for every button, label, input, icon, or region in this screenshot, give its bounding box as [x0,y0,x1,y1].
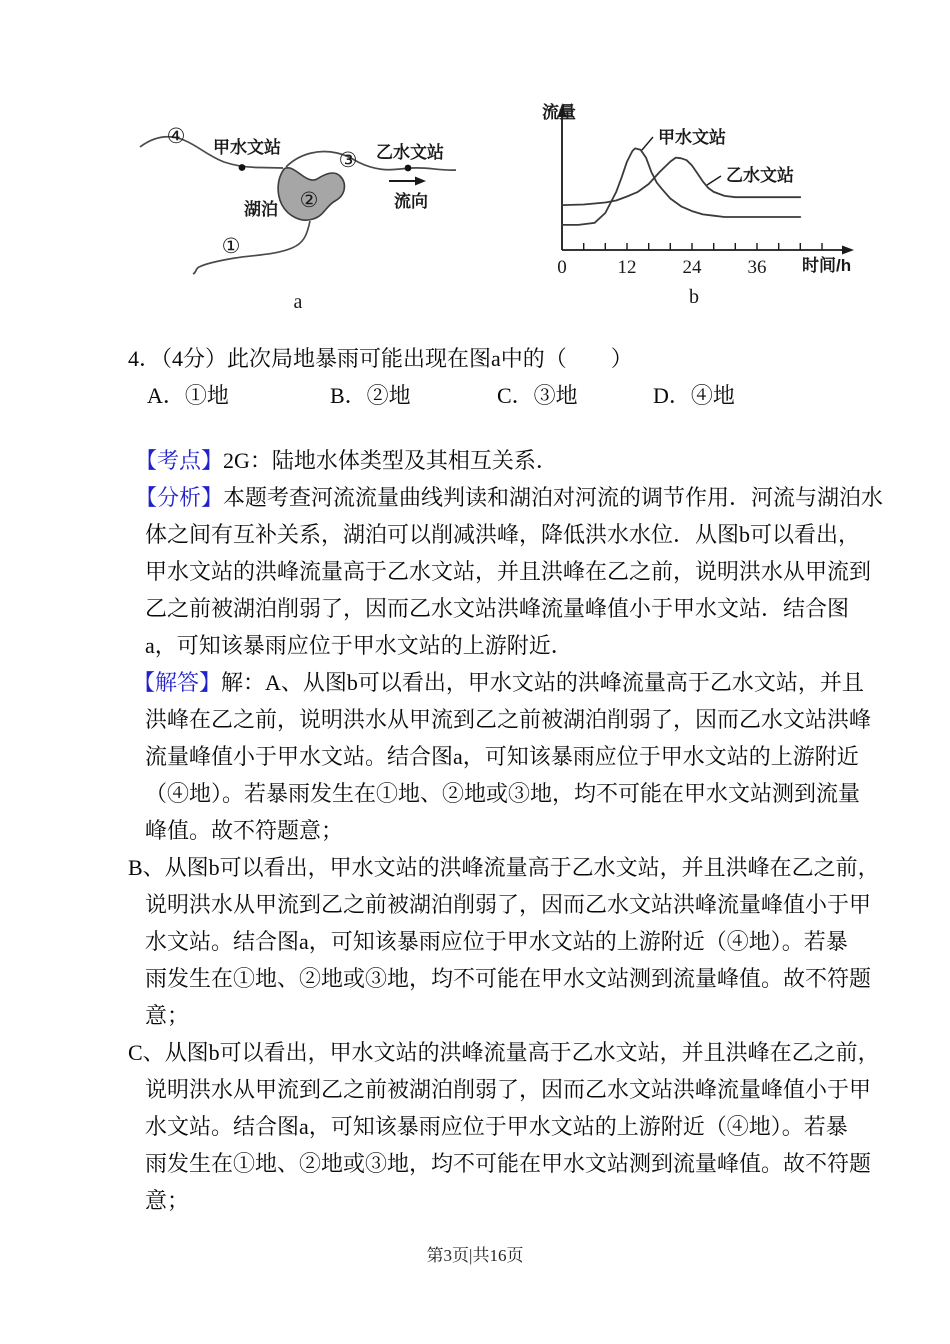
jieda-label: 【解答】 [133,670,222,695]
figure-a-map [96,95,500,320]
figure-a-caption: a [293,291,303,313]
fenxi-line-1 [0,479,950,516]
yi-label-pointer [707,176,721,185]
jieda-line-5: 峰值。故不符题意； [145,818,344,843]
jieda-line-11: C、从图b可以看出，甲水文站的洪峰流量高于乙水文站，并且洪峰在乙之前， [128,1040,880,1065]
jieda-line-15: 意； [145,1188,190,1213]
jieda-line-9: 雨发生在①地、②地或③地，均不可能在甲水文站测到流量峰值。故不符题 [145,966,872,991]
x-axis-arrow-icon [842,246,854,255]
fenxi-label: 【分析】 [135,485,224,510]
fenxi-text-1: 本题考查河流流量曲线判读和湖泊对河流的调节作用．河流与湖泊水 [223,485,884,510]
figure-b-chart [520,88,940,331]
x-axis-tickmarks [584,243,822,250]
yi-curve-label: 乙水文站 [726,166,794,185]
y-axis [558,104,567,250]
kaodian-label: 【考点】 [135,448,224,473]
x-tick-24: 24 [682,257,702,278]
station-yi-label: 乙水文站 [376,143,444,162]
question-stem: （4分）此次局地暴雨可能出现在图a中的（ ） [161,346,633,371]
marker-4-icon: ④ [166,124,186,148]
station-jia-dot [239,164,246,171]
marker-1-icon: ① [221,234,241,258]
jia-label-pointer [642,137,653,150]
option-b: B．②地 [330,383,411,408]
question-number: 4． [128,346,162,371]
jieda-line-4: （④地）。若暴雨发生在①地、②地或③地，均不可能在甲水文站测到流量 [145,781,861,806]
marker-2-icon: ② [299,188,319,212]
option-d: D．④地 [653,383,735,408]
x-tick-12: 12 [617,257,637,278]
lake-label: 湖泊 [244,200,278,219]
kaodian-line [0,442,950,479]
marker-3-icon: ③ [338,148,358,172]
fenxi-line-4: 乙之前被湖泊削弱了，因而乙水文站洪峰流量峰值小于甲水文站．结合图 [145,596,850,621]
kaodian-text: 2G：陆地水体类型及其相互关系． [223,448,558,473]
jieda-line-10: 意； [145,1003,190,1028]
jieda-line-12: 说明洪水从甲流到乙之前被湖泊削弱了，因而乙水文站洪峰流量峰值小于甲 [145,1077,872,1102]
fenxi-line-5: a，可知该暴雨应位于甲水文站的上游附近． [145,633,573,658]
jia-station-curve [562,148,800,225]
discharge-chart-svg [520,88,940,326]
x-axis-title: 时间/h [802,256,852,275]
jieda-line-1 [0,664,950,701]
options-row [0,377,950,414]
tributary-river [193,221,310,274]
jieda-line-3: 流量峰值小于甲水文站。结合图a，可知该暴雨应位于甲水文站的上游附近 [145,744,859,769]
jia-curve-label: 甲水文站 [658,128,726,147]
flow-direction-arrow [389,177,426,186]
jieda-line-7: 说明洪水从甲流到乙之前被湖泊削弱了，因而乙水文站洪峰流量峰值小于甲 [145,892,872,917]
y-axis-title: 流量 [542,103,576,122]
x-tick-36: 36 [747,257,767,278]
fenxi-line-3: 甲水文站的洪峰流量高于乙水文站，并且洪峰在乙之前，说明洪水从甲流到 [145,559,872,584]
answer-body [0,340,950,1219]
jieda-text-1: 解：A、从图b可以看出，甲水文站的洪峰流量高于乙水文站，并且 [221,670,864,695]
river-lake-map-svg [96,95,500,315]
station-jia-label: 甲水文站 [213,138,281,157]
x-axis [562,243,854,255]
station-yi-dot [405,165,412,172]
jieda-line-2: 洪峰在乙之前，说明洪水从甲流到乙之前被湖泊削弱了，因而乙水文站洪峰 [145,707,872,732]
question-line [0,340,950,377]
page-footer: 第3页|共16页 [426,1246,524,1265]
jieda-line-13: 水文站。结合图a，可知该暴雨应位于甲水文站的上游附近（④地）。若暴 [145,1114,848,1139]
option-c: C．③地 [497,383,578,408]
flow-direction-label: 流向 [394,192,428,211]
figure-b-caption: b [689,286,699,308]
x-tick-0: 0 [557,257,567,278]
jieda-line-8: 水文站。结合图a，可知该暴雨应位于甲水文站的上游附近（④地）。若暴 [145,929,848,954]
jieda-line-6: B、从图b可以看出，甲水文站的洪峰流量高于乙水文站，并且洪峰在乙之前， [128,855,880,880]
jieda-line-14: 雨发生在①地、②地或③地，均不可能在甲水文站测到流量峰值。故不符题 [145,1151,872,1176]
option-a: A．①地 [147,383,229,408]
fenxi-line-2: 体之间有互补关系，湖泊可以削减洪峰，降低洪水水位．从图b可以看出， [145,522,861,547]
